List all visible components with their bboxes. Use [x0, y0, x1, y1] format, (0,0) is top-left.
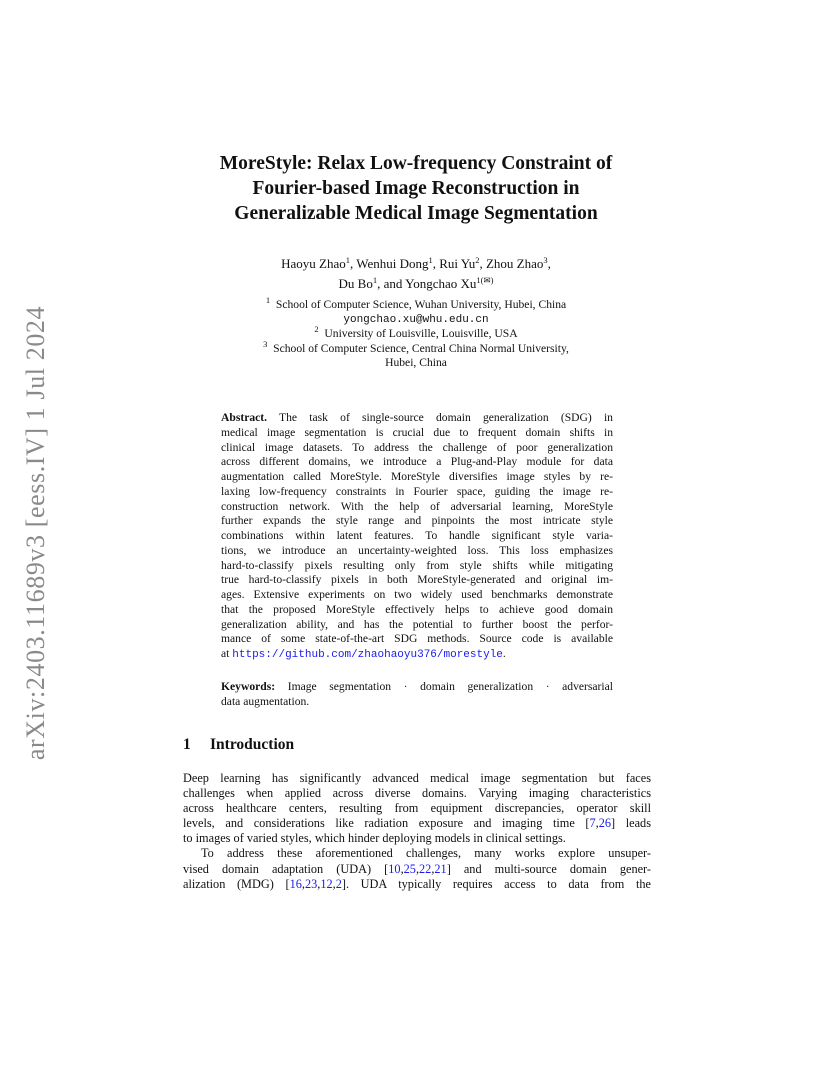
- abstract: [221, 411, 613, 662]
- abstract-text: .: [502, 647, 506, 660]
- abstract-line: mance of some state-of-the-art SDG methods. Source code is available: [221, 632, 613, 646]
- body-text: levels, and considerations like radiation exposure and imaging time [: [183, 816, 590, 831]
- abstract-text: The task of single-source domain generalization (SDG) in: [279, 411, 613, 424]
- author-affil-mark: 1: [372, 275, 378, 285]
- author-line-1: Haoyu Zhao$^1$, Wenhui Dong$^1$, Rui Yu$^2$, Zhou Zhao$^3$,: [281, 255, 551, 271]
- keywords: [221, 680, 613, 710]
- body-line: Deep learning has significantly advanced medical image segmentation but faces: [183, 771, 651, 785]
- citation-link[interactable]: 12: [320, 876, 333, 891]
- body-line: vised domain adaptation (UDA) [10,25,22,21] and multi-source domain gener-: [183, 861, 651, 876]
- abstract-line: laxing low-frequency constraints in Fourier space, guiding the image re-: [221, 484, 613, 498]
- title-line-1: MoreStyle: Relax Low-frequency Constraint of: [219, 153, 613, 174]
- paper-title: [140, 151, 692, 226]
- abstract-line: augmentation called MoreStyle. MoreStyle diversifies image styles by re-: [221, 470, 613, 483]
- author-name: Zhou Zhao: [485, 256, 544, 271]
- affil-mark: 1: [265, 295, 271, 305]
- author-line-2: Du Bo$^1$, and Yongchao $Xu^{1(✉)}$: [338, 275, 494, 291]
- section-number: 1: [183, 736, 191, 753]
- affiliation-text: School of Computer Science, Wuhan University, Hubei, China: [275, 298, 567, 311]
- citation-link[interactable]: 26: [598, 816, 612, 831]
- citation-link[interactable]: 22: [419, 861, 432, 876]
- author-affil-mark: 2: [475, 255, 480, 265]
- body-text: ] and multi-source domain gener-: [446, 861, 651, 876]
- section-heading-introduction: [183, 736, 294, 754]
- body-line: levels, and considerations like radiation exposure and imaging time [7,26] leads: [183, 816, 651, 831]
- keywords-text: Image segmentation · domain generalization · adversarial: [287, 680, 613, 693]
- keywords-label: Keywords:: [221, 680, 276, 693]
- citation-link[interactable]: 7: [589, 816, 596, 831]
- affiliation-1: [160, 295, 672, 313]
- abstract-line: medical image segmentation is crucial due to frequent domain shifts in: [221, 425, 613, 439]
- introduction-body: [183, 771, 651, 892]
- abstract-line: across different domains, we introduce a Plug-and-Play module for data: [221, 455, 613, 469]
- affiliations: [160, 295, 672, 371]
- author-and: and: [383, 276, 403, 291]
- body-text: ] leads: [611, 816, 651, 831]
- source-code-link[interactable]: https://github.com/zhaohaoyu376/morestyle: [232, 649, 503, 661]
- affil-mark: 3: [263, 338, 268, 349]
- citation-link[interactable]: 21: [434, 861, 447, 876]
- abstract-line: further expands the style range and pinpoints the most intricate style: [221, 514, 613, 528]
- author-list: [160, 254, 672, 294]
- abstract-line: clinical image datasets. To address the challenge of poor generalization: [221, 440, 613, 454]
- abstract-line: true hard-to-classify pixels in both MoreStyle-generated and original im-: [221, 573, 613, 587]
- abstract-line: [221, 411, 613, 426]
- author-affil-mark: 1: [428, 255, 433, 265]
- citation-link[interactable]: 16: [289, 876, 302, 891]
- body-text: vised domain adaptation (UDA) [: [183, 861, 389, 876]
- citation-link[interactable]: 25: [403, 861, 416, 876]
- author-name: Yongchao Xu: [405, 276, 477, 291]
- citation-link[interactable]: 23: [304, 876, 318, 891]
- body-text: ]. UDA typically requires access to data from the: [341, 876, 652, 891]
- author-name: Du Bo: [338, 276, 373, 291]
- corresponding-author-mark: 1(✉): [476, 275, 494, 285]
- abstract-line: that the proposed MoreStyle effectively helps to achieve good domain: [221, 602, 613, 616]
- affiliation-text: School of Computer Science, Central China Normal University,: [273, 341, 569, 355]
- body-line: To address these aforementioned challenges, many works explore unsuper-: [201, 846, 651, 861]
- abstract-line: ages. Extensive experiments on two widely used benchmarks demonstrate: [221, 588, 613, 601]
- abstract-line: combinations within latent features. To handle significant style varia-: [221, 529, 613, 542]
- abstract-text: at: [221, 647, 233, 660]
- citation-link[interactable]: 2: [335, 876, 342, 891]
- abstract-line: generalization ability, and has the potential to further boost the perfor-: [221, 617, 613, 631]
- keywords-line: data augmentation.: [221, 694, 310, 708]
- author-affil-mark: 1: [345, 255, 350, 265]
- keywords-line: [221, 680, 613, 695]
- author-name: Wenhui Dong: [356, 256, 429, 271]
- affiliation-2: [160, 324, 672, 342]
- author-name: Rui Yu: [439, 256, 476, 271]
- citation-link[interactable]: 10: [388, 861, 401, 876]
- abstract-line: tions, we introduce an uncertainty-weighted loss. This loss emphasizes: [221, 543, 613, 557]
- title-line-2: Fourier-based Image Reconstruction in: [252, 178, 580, 199]
- author-name: Haoyu Zhao: [281, 256, 346, 271]
- arxiv-identifier-text: arXiv:2403.11689v3 [eess.IV] 1 Jul 2024: [21, 305, 50, 761]
- abstract-line: construction network. With the help of adversarial learning, MoreStyle: [221, 499, 613, 513]
- body-line: to images of varied styles, which hinder deploying models in clinical settings.: [183, 831, 566, 846]
- affiliation-3: [160, 338, 672, 357]
- title-line-3: Generalizable Medical Image Segmentation: [234, 203, 598, 224]
- affiliation-3-cont: Hubei, China: [385, 356, 447, 370]
- body-line: alization (MDG) [16,23,12,2]. UDA typically requires access to data from the: [183, 876, 652, 891]
- affiliation-text: University of Louisville, Louisville, USA: [324, 327, 518, 341]
- abstract-line: hard-to-classify pixels resulting only from style shifts while mitigating: [221, 558, 613, 572]
- author-affil-mark: 3: [543, 255, 548, 265]
- abstract-line: [221, 647, 613, 662]
- body-text: alization (MDG) [: [183, 876, 290, 891]
- contact-email[interactable]: yongchao.xu@whu.edu.cn: [343, 313, 489, 326]
- body-line: across healthcare centers, resulting from equipment discrepancies, operator skill: [183, 801, 651, 816]
- body-line: challenges when applied across diverse domains. Varying imaging characteristics: [183, 786, 651, 801]
- affil-mark: 2: [314, 324, 319, 335]
- section-title: Introduction: [210, 736, 295, 753]
- abstract-label: Abstract.: [221, 411, 268, 424]
